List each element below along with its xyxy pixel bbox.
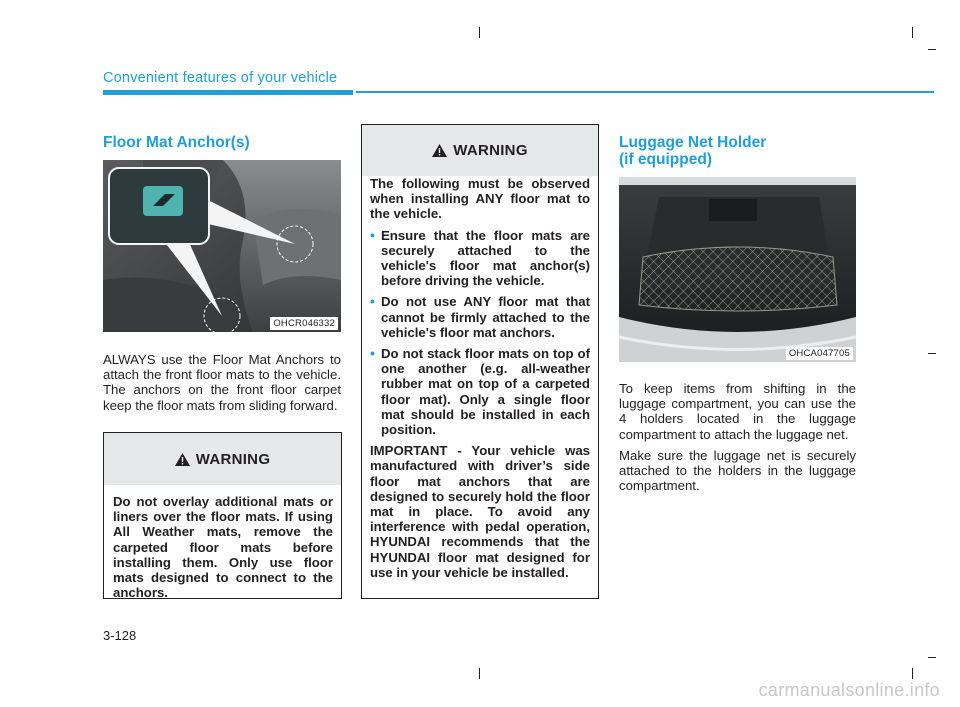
paragraph: ALWAYS use the Floor Mat Anchors to attach the front floor mats to the vehicle. The anchors on the front floor carpet keep the floor mats from sliding forward. [103, 352, 341, 413]
paragraph: To keep items from shifting in the luggage compartment, you can use the 4 holders located in the luggage compartment to attach the luggage net. [619, 381, 856, 442]
floor-mat-anchor-heading: Floor Mat Anchor(s) [103, 134, 250, 151]
warning-triangle-icon [175, 453, 190, 466]
paragraph: Make sure the luggage net is securely attached to the holders in the luggage compartment. [619, 447, 856, 494]
warning-header [362, 125, 598, 176]
warning-bullet: • Do not stack floor mats on top of one another (e.g. all-weather rubber mat on top of a carpeted floor mat). Only a single floor mat should be installed in each position. [370, 345, 590, 438]
image-code-label: OHCR046332 [270, 317, 338, 330]
crop-mark [479, 27, 480, 38]
floor-mat-anchor-paragraph [103, 352, 341, 419]
warning-triangle-icon [432, 144, 447, 157]
car-seat-illustration [103, 160, 341, 332]
crop-mark [928, 657, 936, 658]
image-code-label: OHCA047705 [786, 347, 853, 360]
watermark: carmanualsonline.info [758, 680, 940, 700]
warning-header [104, 433, 341, 485]
crop-mark [928, 353, 936, 354]
header-rule-thick [103, 90, 353, 95]
warning-bullet-list [370, 228, 590, 438]
warning-body [104, 485, 341, 600]
bullet-icon: • [370, 226, 375, 243]
header-rule-thin [356, 91, 934, 93]
warning-body [362, 176, 598, 580]
crop-mark [479, 668, 480, 679]
heading-line: Luggage Net Holder [619, 134, 767, 151]
luggage-net-paragraphs [619, 381, 856, 499]
bullet-icon: • [370, 345, 375, 362]
luggage-net-heading [619, 134, 766, 168]
warning-intro: The following must be observed when installing ANY floor mat to the vehicle. [370, 176, 590, 222]
heading-line: (if equipped) [619, 151, 712, 168]
warning-important: IMPORTANT - Your vehicle was manufactured with driver’s side floor mat anchors that are designed to securely hold the floor mat in place. To avoid any interference with pedal operation, HYUNDAI recommends that the HYUNDAI floor mat designed for use in your vehicle be installed. [370, 443, 590, 580]
luggage-net-image [619, 177, 856, 362]
floor-mat-anchor-image [103, 160, 341, 332]
crop-mark [912, 27, 913, 38]
section-title: Convenient features of your vehicle [103, 70, 338, 86]
crop-mark [928, 49, 936, 50]
warning-box-middle [361, 124, 599, 599]
warning-label: WARNING [195, 450, 271, 468]
crop-mark [912, 668, 913, 679]
trunk-illustration [619, 177, 856, 362]
warning-text: Do not overlay additional mats or liners over the floor mats. If using All Weather mats, remove the carpeted floor mats before installing them. Only use floor mats designed to connect to the anchors. [113, 494, 333, 601]
warning-label: WARNING [453, 142, 528, 159]
page-number: 3-128 [103, 628, 137, 643]
warning-bullet: • Do not use ANY floor mat that cannot be firmly attached to the vehicle's floor mat anchors. [370, 293, 590, 340]
warning-box-left [103, 432, 342, 599]
warning-bullet: • Ensure that the floor mats are securely attached to the vehicle's floor mat anchor(s) before driving the vehicle. [370, 226, 590, 289]
bullet-icon: • [370, 293, 375, 310]
